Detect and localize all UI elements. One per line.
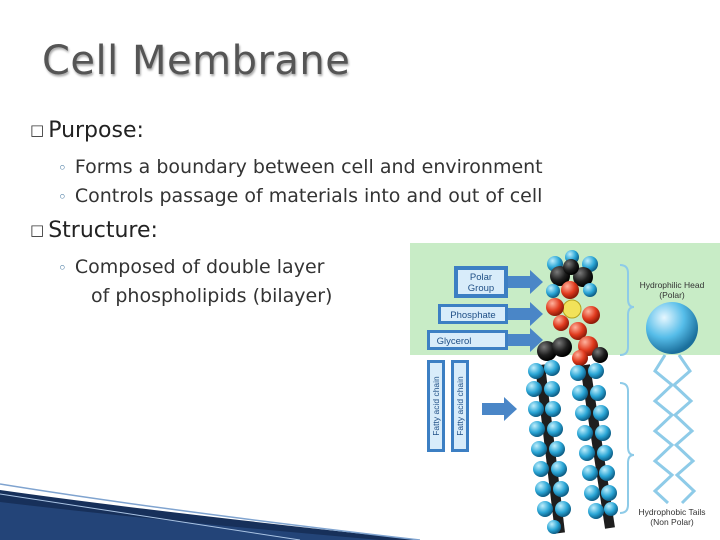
sub-bullet-text: Composed of double layer <box>74 256 325 278</box>
fatty-acid-label: Fatty acid chain <box>431 376 441 436</box>
bullet-box-icon: □ <box>30 121 45 139</box>
hydrophobic-tails-label: Hydrophobic Tails <box>638 507 706 517</box>
sub-bullet-icon: ◦ <box>58 159 67 177</box>
sub-bullet-text: Controls passage of materials into and out of cell <box>74 185 543 207</box>
fatty-acid-box-2 <box>451 360 469 452</box>
slide-title: Cell Membrane <box>42 38 351 84</box>
polar-sub-label: (Polar) <box>659 290 685 300</box>
glycerol-box <box>427 330 508 350</box>
phospholipid-diagram <box>410 243 720 540</box>
fatty-acid-label: Fatty acid chain <box>455 376 465 436</box>
phosphate-box <box>438 304 508 324</box>
hydrophilic-head-label: Hydrophilic Head <box>639 280 705 290</box>
decorative-swoosh <box>0 450 420 540</box>
bullet-purpose <box>30 118 144 143</box>
polar-label: Polar <box>469 272 493 283</box>
sub-bullet <box>58 254 324 281</box>
bullet-purpose-label: Purpose: <box>48 118 144 143</box>
fatty-acid-box-1 <box>427 360 445 452</box>
phosphate-label: Phosphate <box>450 310 496 321</box>
sub-bullet-icon: ◦ <box>58 188 67 206</box>
group-label: Group <box>467 283 495 294</box>
bullet-box-icon: □ <box>30 221 45 239</box>
polar-group-box <box>454 266 508 298</box>
glycerol-label: Glycerol <box>436 336 472 347</box>
bullet-structure <box>30 218 158 243</box>
sub-bullet <box>58 183 542 210</box>
sub-bullet <box>58 154 543 181</box>
hydrophilic-head-icon <box>646 302 698 354</box>
sub-bullet-text: Forms a boundary between cell and environment <box>74 156 543 178</box>
sub-bullet-icon: ◦ <box>58 259 67 277</box>
sub-bullet-continuation: of phospholipids (bilayer) <box>91 285 333 307</box>
bullet-structure-label: Structure: <box>48 218 158 243</box>
non-polar-label: (Non Polar) <box>650 517 694 527</box>
